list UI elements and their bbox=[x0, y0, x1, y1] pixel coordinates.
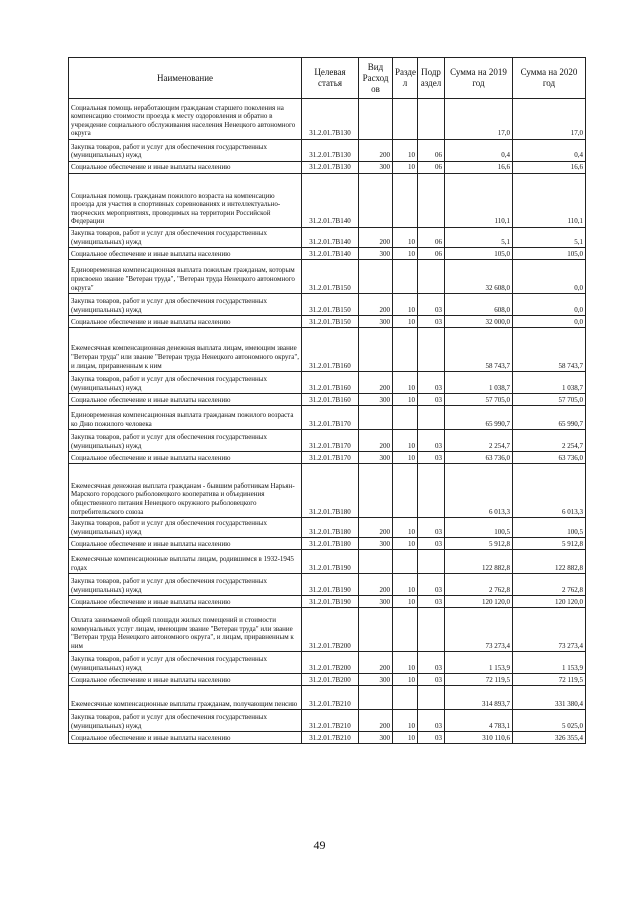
row-name: Социальное обеспечение и иные выплаты населению bbox=[69, 394, 302, 406]
row-sum-2019: 120 120,0 bbox=[445, 596, 513, 608]
row-razd bbox=[393, 406, 418, 430]
row-name: Ежемесячная компенсационная денежная выплата лицам, имеющим звание "Ветеран труда" или звание "Ветеран труда Ненецкого автономного округа", и лицам, приравненным к ним bbox=[69, 328, 302, 372]
row-vid bbox=[359, 550, 393, 574]
header-sum-2020: Сумма на 2020 год bbox=[513, 58, 586, 99]
row-name: Социальное обеспечение и иные выплаты населению bbox=[69, 674, 302, 686]
table-row bbox=[69, 430, 586, 452]
table-header-row bbox=[69, 58, 586, 99]
row-code: 31.2.01.7В170 bbox=[302, 452, 359, 464]
header-name: Наименование bbox=[69, 58, 302, 99]
row-name: Социальное обеспечение и иные выплаты населению bbox=[69, 452, 302, 464]
table-row bbox=[69, 652, 586, 674]
row-podr: 03 bbox=[418, 674, 445, 686]
table-row bbox=[69, 550, 586, 574]
row-name: Ежемесячная денежная выплата гражданам - бывшим работникам Нарьян-Марского городского рыболовецкого кооператива и объединения общественного питания Ненецкого окружного рыболовецкого потребительского союза bbox=[69, 464, 302, 518]
row-name: Социальное обеспечение и иные выплаты населению bbox=[69, 596, 302, 608]
row-name: Социальная помощь неработающим гражданам старшего поколения на компенсацию стоимости проезда к месту оздоровления и обратно в учреждение социального обслуживания населения Ненецкого автономного округа bbox=[69, 99, 302, 140]
table-row bbox=[69, 140, 586, 162]
row-sum-2019: 122 882,8 bbox=[445, 550, 513, 574]
row-podr: 03 bbox=[418, 710, 445, 732]
table-row bbox=[69, 452, 586, 464]
row-sum-2019: 17,0 bbox=[445, 99, 513, 140]
row-code: 31.2.01.7В210 bbox=[302, 686, 359, 710]
row-sum-2020: 0,4 bbox=[513, 140, 586, 162]
row-code: 31.2.01.7В190 bbox=[302, 596, 359, 608]
row-podr bbox=[418, 328, 445, 372]
row-razd: 10 bbox=[393, 518, 418, 538]
row-sum-2019: 110,1 bbox=[445, 174, 513, 228]
row-sum-2020: 57 705,0 bbox=[513, 394, 586, 406]
row-vid: 200 bbox=[359, 228, 393, 248]
table-row bbox=[69, 228, 586, 248]
row-sum-2020: 105,0 bbox=[513, 248, 586, 260]
row-sum-2019: 5,1 bbox=[445, 228, 513, 248]
row-sum-2020: 2 762,8 bbox=[513, 574, 586, 596]
row-sum-2020: 5,1 bbox=[513, 228, 586, 248]
row-razd bbox=[393, 328, 418, 372]
row-sum-2020: 1 038,7 bbox=[513, 372, 586, 394]
row-sum-2019: 310 110,6 bbox=[445, 732, 513, 744]
row-name: Закупка товаров, работ и услуг для обеспечения государственных (муниципальных) нужд bbox=[69, 372, 302, 394]
row-sum-2019: 16,6 bbox=[445, 162, 513, 174]
row-sum-2020: 17,0 bbox=[513, 99, 586, 140]
row-sum-2020: 6 013,3 bbox=[513, 464, 586, 518]
row-vid bbox=[359, 99, 393, 140]
row-sum-2020: 2 254,7 bbox=[513, 430, 586, 452]
row-razd bbox=[393, 464, 418, 518]
table-row bbox=[69, 248, 586, 260]
table-row bbox=[69, 394, 586, 406]
row-podr: 06 bbox=[418, 228, 445, 248]
table-row bbox=[69, 464, 586, 518]
row-sum-2020: 63 736,0 bbox=[513, 452, 586, 464]
row-name: Закупка товаров, работ и услуг для обеспечения государственных (муниципальных) нужд bbox=[69, 710, 302, 732]
row-podr: 06 bbox=[418, 162, 445, 174]
row-sum-2019: 314 893,7 bbox=[445, 686, 513, 710]
row-name: Закупка товаров, работ и услуг для обеспечения государственных (муниципальных) нужд bbox=[69, 518, 302, 538]
row-code: 31.2.01.7В130 bbox=[302, 99, 359, 140]
row-name: Единовременная компенсационная выплата гражданам пожилого возраста ко Дню пожилого человека bbox=[69, 406, 302, 430]
table-row bbox=[69, 538, 586, 550]
row-podr bbox=[418, 686, 445, 710]
row-sum-2019: 0,4 bbox=[445, 140, 513, 162]
row-sum-2019: 1 153,9 bbox=[445, 652, 513, 674]
header-vid: Вид Расход ов bbox=[359, 58, 393, 99]
row-razd: 10 bbox=[393, 674, 418, 686]
row-vid: 300 bbox=[359, 596, 393, 608]
table-row bbox=[69, 260, 586, 294]
row-name: Закупка товаров, работ и услуг для обеспечения государственных (муниципальных) нужд bbox=[69, 574, 302, 596]
row-vid bbox=[359, 464, 393, 518]
row-razd: 10 bbox=[393, 394, 418, 406]
row-podr: 03 bbox=[418, 294, 445, 316]
table-row bbox=[69, 99, 586, 140]
row-vid: 200 bbox=[359, 140, 393, 162]
row-sum-2020: 120 120,0 bbox=[513, 596, 586, 608]
row-razd bbox=[393, 686, 418, 710]
row-code: 31.2.01.7В170 bbox=[302, 406, 359, 430]
table-row bbox=[69, 372, 586, 394]
row-vid: 200 bbox=[359, 710, 393, 732]
row-podr bbox=[418, 608, 445, 652]
row-razd bbox=[393, 174, 418, 228]
row-name: Социальное обеспечение и иные выплаты населению bbox=[69, 538, 302, 550]
row-podr bbox=[418, 550, 445, 574]
row-podr bbox=[418, 99, 445, 140]
row-name: Оплата занимаемой общей площади жилых помещений и стоимости коммунальных услуг лицам, имеющим звание "Ветеран труда" или звание "Ветеран труда Ненецкого автономного округа", и лицам, приравненным к ним bbox=[69, 608, 302, 652]
header-razd: Разде л bbox=[393, 58, 418, 99]
row-sum-2019: 5 912,8 bbox=[445, 538, 513, 550]
row-razd: 10 bbox=[393, 140, 418, 162]
row-podr: 03 bbox=[418, 652, 445, 674]
row-code: 31.2.01.7В170 bbox=[302, 430, 359, 452]
row-sum-2019: 4 783,1 bbox=[445, 710, 513, 732]
row-vid: 300 bbox=[359, 452, 393, 464]
row-code: 31.2.01.7В180 bbox=[302, 518, 359, 538]
row-razd: 10 bbox=[393, 162, 418, 174]
row-name: Закупка товаров, работ и услуг для обеспечения государственных (муниципальных) нужд bbox=[69, 430, 302, 452]
row-podr: 03 bbox=[418, 732, 445, 744]
row-name: Закупка товаров, работ и услуг для обеспечения государственных (муниципальных) нужд bbox=[69, 228, 302, 248]
row-vid bbox=[359, 406, 393, 430]
row-sum-2019: 72 119,5 bbox=[445, 674, 513, 686]
row-code: 31.2.01.7В190 bbox=[302, 574, 359, 596]
table-row bbox=[69, 710, 586, 732]
row-podr: 03 bbox=[418, 596, 445, 608]
row-name: Ежемесячные компенсационные выплаты лицам, родившимся в 1932-1945 годах bbox=[69, 550, 302, 574]
row-vid: 300 bbox=[359, 248, 393, 260]
row-code: 31.2.01.7В130 bbox=[302, 162, 359, 174]
row-sum-2019: 105,0 bbox=[445, 248, 513, 260]
row-sum-2020: 122 882,8 bbox=[513, 550, 586, 574]
row-vid: 300 bbox=[359, 732, 393, 744]
row-name: Закупка товаров, работ и услуг для обеспечения государственных (муниципальных) нужд bbox=[69, 140, 302, 162]
table-row bbox=[69, 596, 586, 608]
row-vid: 200 bbox=[359, 430, 393, 452]
table-row bbox=[69, 174, 586, 228]
page-number: 49 bbox=[313, 838, 326, 852]
row-vid: 300 bbox=[359, 674, 393, 686]
row-name: Закупка товаров, работ и услуг для обеспечения государственных (муниципальных) нужд bbox=[69, 294, 302, 316]
table-row bbox=[69, 328, 586, 372]
row-razd: 10 bbox=[393, 732, 418, 744]
row-podr: 03 bbox=[418, 372, 445, 394]
row-name: Ежемесячные компенсационные выплаты гражданам, получающим пенсию bbox=[69, 686, 302, 710]
row-razd: 10 bbox=[393, 596, 418, 608]
row-razd: 10 bbox=[393, 228, 418, 248]
row-podr: 03 bbox=[418, 538, 445, 550]
row-razd bbox=[393, 260, 418, 294]
row-podr: 03 bbox=[418, 574, 445, 596]
header-podr: Подр аздел bbox=[418, 58, 445, 99]
table-row bbox=[69, 518, 586, 538]
row-code: 31.2.01.7В150 bbox=[302, 316, 359, 328]
header-code: Целевая статья bbox=[302, 58, 359, 99]
row-razd bbox=[393, 99, 418, 140]
row-razd: 10 bbox=[393, 574, 418, 596]
row-razd: 10 bbox=[393, 538, 418, 550]
row-sum-2020: 1 153,9 bbox=[513, 652, 586, 674]
row-razd: 10 bbox=[393, 710, 418, 732]
row-podr: 03 bbox=[418, 430, 445, 452]
row-code: 31.2.01.7В140 bbox=[302, 174, 359, 228]
row-podr bbox=[418, 406, 445, 430]
row-sum-2020: 331 380,4 bbox=[513, 686, 586, 710]
table-row bbox=[69, 686, 586, 710]
row-sum-2019: 100,5 bbox=[445, 518, 513, 538]
table-row bbox=[69, 294, 586, 316]
row-vid: 200 bbox=[359, 652, 393, 674]
row-code: 31.2.01.7В180 bbox=[302, 464, 359, 518]
row-vid bbox=[359, 686, 393, 710]
row-sum-2020: 73 273,4 bbox=[513, 608, 586, 652]
row-sum-2019: 57 705,0 bbox=[445, 394, 513, 406]
row-sum-2020: 5 912,8 bbox=[513, 538, 586, 550]
row-sum-2019: 73 273,4 bbox=[445, 608, 513, 652]
row-sum-2019: 2 762,8 bbox=[445, 574, 513, 596]
budget-table bbox=[68, 57, 586, 744]
row-vid: 300 bbox=[359, 316, 393, 328]
row-razd: 10 bbox=[393, 372, 418, 394]
row-sum-2020: 0,0 bbox=[513, 260, 586, 294]
table-row bbox=[69, 406, 586, 430]
row-code: 31.2.01.7В200 bbox=[302, 674, 359, 686]
row-code: 31.2.01.7В150 bbox=[302, 294, 359, 316]
table-row bbox=[69, 574, 586, 596]
table-row bbox=[69, 162, 586, 174]
row-vid bbox=[359, 328, 393, 372]
row-sum-2019: 63 736,0 bbox=[445, 452, 513, 464]
row-name: Закупка товаров, работ и услуг для обеспечения государственных (муниципальных) нужд bbox=[69, 652, 302, 674]
row-code: 31.2.01.7В200 bbox=[302, 652, 359, 674]
row-sum-2020: 326 355,4 bbox=[513, 732, 586, 744]
row-code: 31.2.01.7В190 bbox=[302, 550, 359, 574]
row-sum-2019: 6 013,3 bbox=[445, 464, 513, 518]
row-razd bbox=[393, 608, 418, 652]
row-code: 31.2.01.7В150 bbox=[302, 260, 359, 294]
row-razd: 10 bbox=[393, 248, 418, 260]
row-sum-2020: 58 743,7 bbox=[513, 328, 586, 372]
row-sum-2019: 2 254,7 bbox=[445, 430, 513, 452]
row-name: Единовременная компенсационная выплата пожилым гражданам, которым присвоено звание "Ветеран труда", "Ветеран труда Ненецкого автономного округа" bbox=[69, 260, 302, 294]
row-code: 31.2.01.7В160 bbox=[302, 394, 359, 406]
row-sum-2020: 72 119,5 bbox=[513, 674, 586, 686]
row-code: 31.2.01.7В140 bbox=[302, 248, 359, 260]
row-vid: 200 bbox=[359, 518, 393, 538]
table-row bbox=[69, 608, 586, 652]
row-podr: 03 bbox=[418, 518, 445, 538]
row-podr bbox=[418, 464, 445, 518]
row-name: Социальное обеспечение и иные выплаты населению bbox=[69, 732, 302, 744]
table-body bbox=[69, 99, 586, 744]
row-code: 31.2.01.7В160 bbox=[302, 328, 359, 372]
row-vid: 300 bbox=[359, 538, 393, 550]
row-razd bbox=[393, 550, 418, 574]
row-podr: 06 bbox=[418, 140, 445, 162]
row-sum-2020: 16,6 bbox=[513, 162, 586, 174]
row-razd: 10 bbox=[393, 652, 418, 674]
row-podr bbox=[418, 174, 445, 228]
row-vid bbox=[359, 260, 393, 294]
row-code: 31.2.01.7В130 bbox=[302, 140, 359, 162]
row-sum-2019: 32 000,0 bbox=[445, 316, 513, 328]
row-code: 31.2.01.7В140 bbox=[302, 228, 359, 248]
row-sum-2019: 58 743,7 bbox=[445, 328, 513, 372]
row-sum-2020: 110,1 bbox=[513, 174, 586, 228]
row-sum-2019: 65 990,7 bbox=[445, 406, 513, 430]
row-sum-2019: 608,0 bbox=[445, 294, 513, 316]
row-razd: 10 bbox=[393, 452, 418, 464]
row-sum-2020: 0,0 bbox=[513, 294, 586, 316]
row-vid bbox=[359, 174, 393, 228]
row-razd: 10 bbox=[393, 294, 418, 316]
row-razd: 10 bbox=[393, 316, 418, 328]
row-vid bbox=[359, 608, 393, 652]
table-row bbox=[69, 316, 586, 328]
row-code: 31.2.01.7В200 bbox=[302, 608, 359, 652]
row-name: Социальное обеспечение и иные выплаты населению bbox=[69, 162, 302, 174]
header-sum-2019: Сумма на 2019 год bbox=[445, 58, 513, 99]
row-podr: 03 bbox=[418, 316, 445, 328]
row-vid: 200 bbox=[359, 574, 393, 596]
row-code: 31.2.01.7В160 bbox=[302, 372, 359, 394]
row-sum-2019: 1 038,7 bbox=[445, 372, 513, 394]
table-row bbox=[69, 674, 586, 686]
row-vid: 200 bbox=[359, 294, 393, 316]
row-code: 31.2.01.7В180 bbox=[302, 538, 359, 550]
row-sum-2020: 100,5 bbox=[513, 518, 586, 538]
row-podr: 03 bbox=[418, 452, 445, 464]
row-name: Социальное обеспечение и иные выплаты населению bbox=[69, 316, 302, 328]
row-razd: 10 bbox=[393, 430, 418, 452]
row-podr bbox=[418, 260, 445, 294]
row-code: 31.2.01.7В210 bbox=[302, 732, 359, 744]
row-sum-2020: 5 025,0 bbox=[513, 710, 586, 732]
row-name: Социальное обеспечение и иные выплаты населению bbox=[69, 248, 302, 260]
row-code: 31.2.01.7В210 bbox=[302, 710, 359, 732]
row-podr: 06 bbox=[418, 248, 445, 260]
row-name: Социальная помощь гражданам пожилого возраста на компенсацию проезда для участия в спортивных соревнованиях и интеллектуально-творческих мероприятиях, проводимых на территории Российской Федерации bbox=[69, 174, 302, 228]
row-sum-2020: 0,0 bbox=[513, 316, 586, 328]
row-sum-2019: 32 608,0 bbox=[445, 260, 513, 294]
row-vid: 300 bbox=[359, 162, 393, 174]
row-vid: 300 bbox=[359, 394, 393, 406]
row-podr: 03 bbox=[418, 394, 445, 406]
row-vid: 200 bbox=[359, 372, 393, 394]
row-sum-2020: 65 990,7 bbox=[513, 406, 586, 430]
table-row bbox=[69, 732, 586, 744]
